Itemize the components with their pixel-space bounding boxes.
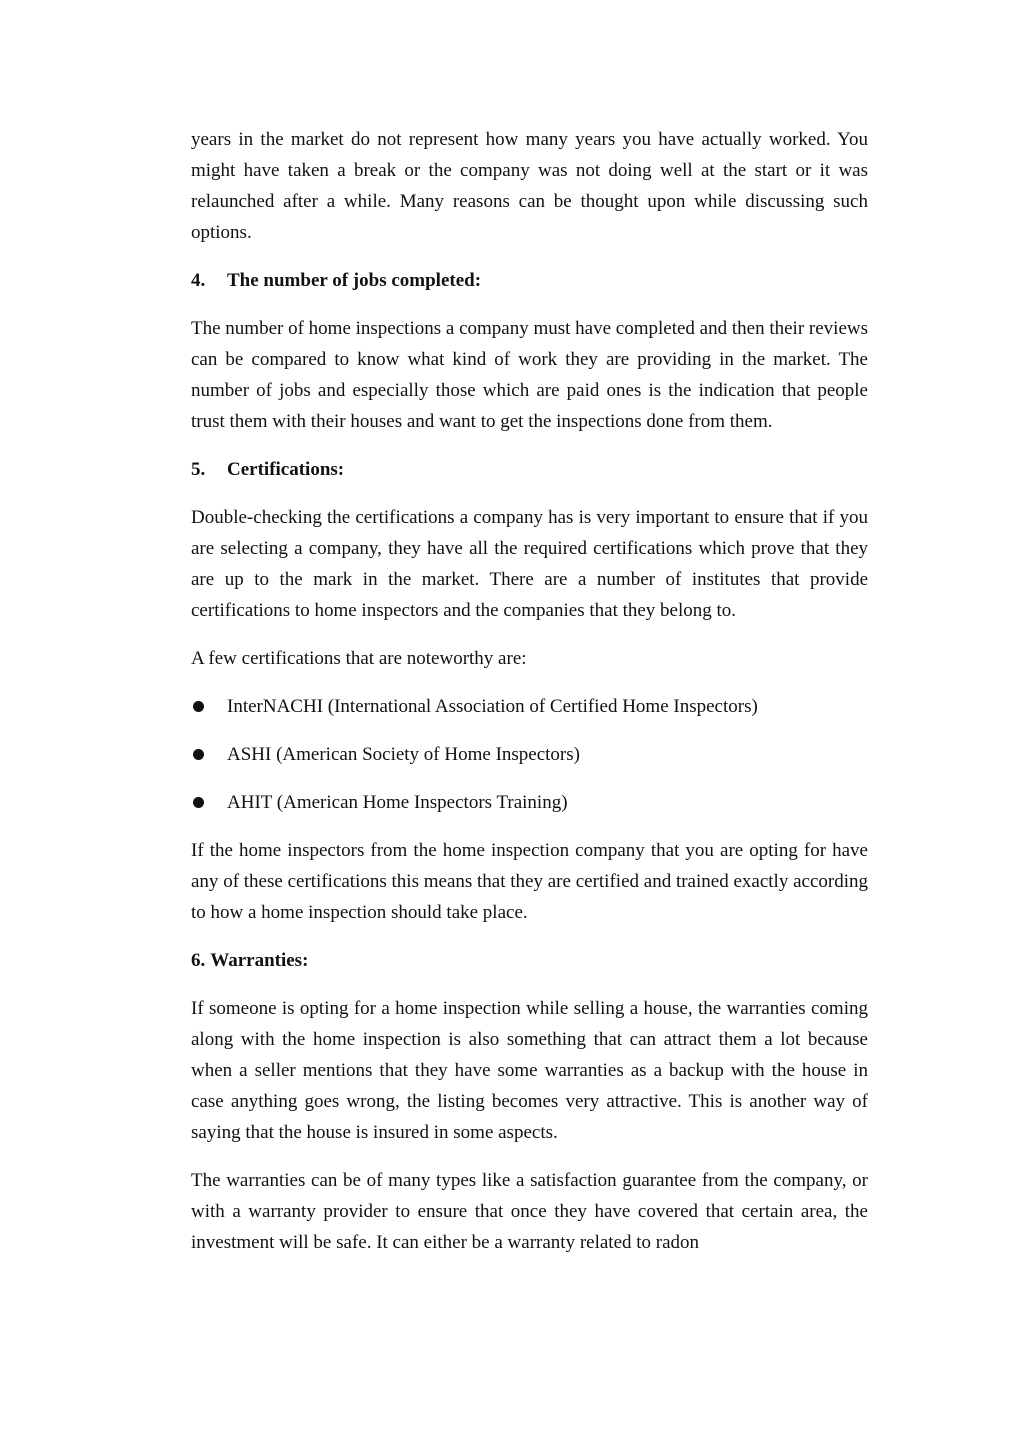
- certifications-list-intro: A few certifications that are noteworthy are:: [191, 648, 527, 669]
- list-item-text: ASHI (American Society of Home Inspectors): [227, 744, 580, 765]
- section-4-number: 4.: [191, 270, 206, 291]
- list-item: [191, 739, 868, 770]
- section-6-heading: [191, 945, 868, 976]
- list-item: [191, 787, 868, 818]
- bullet-icon: [193, 797, 204, 808]
- certifications-closing-paragraph: If the home inspectors from the home inspection company that you are opting for have any of these certifications this means that they are certified and trained exactly according to how a home inspection should take place.: [191, 840, 868, 923]
- section-4-title: The number of jobs completed:: [227, 270, 482, 291]
- section-4-heading: [191, 265, 868, 296]
- section-6-number: 6.: [191, 950, 206, 971]
- list-item: [191, 691, 868, 722]
- section-5-number: 5.: [191, 459, 206, 480]
- section-5-heading: [191, 454, 868, 485]
- bullet-icon: [193, 701, 204, 712]
- section-5-title: Certifications:: [227, 459, 345, 480]
- intro-paragraph: years in the market do not represent how many years you have actually worked. You might have taken a break or the company was not doing well at the start or it was relaunched after a while. Many reasons can be thought upon while discussing such options.: [191, 129, 868, 243]
- section-4-paragraph: The number of home inspections a company must have completed and then their reviews can be compared to know what kind of work they are providing in the market. The number of jobs and especially those which are paid ones is the indication that people trust them with their houses and want to get the inspections done from them.: [191, 318, 868, 432]
- certifications-list: [191, 691, 868, 818]
- document-page: [191, 124, 868, 1275]
- section-5-paragraph: Double-checking the certifications a company has is very important to ensure that if you are selecting a company, they have all the required certifications which prove that they are up to the mark in the market. There are a number of institutes that provide certifications to home inspectors and the companies that they belong to.: [191, 507, 868, 621]
- section-6-title: Warranties:: [210, 950, 309, 971]
- list-item-text: AHIT (American Home Inspectors Training): [227, 792, 568, 813]
- section-6-paragraph-2: The warranties can be of many types like a satisfaction guarantee from the company, or with a warranty provider to ensure that once they have covered that certain area, the investment will be safe. It can either be a warranty related to radon: [191, 1170, 868, 1253]
- section-6-paragraph-1: If someone is opting for a home inspection while selling a house, the warranties coming along with the home inspection is also something that can attract them a lot because when a seller mentions that they have some warranties as a backup with the house in case anything goes wrong, the listing becomes very attractive. This is another way of saying that the house is insured in some aspects.: [191, 998, 868, 1143]
- bullet-icon: [193, 749, 204, 760]
- list-item-text: InterNACHI (International Association of Certified Home Inspectors): [227, 696, 758, 717]
